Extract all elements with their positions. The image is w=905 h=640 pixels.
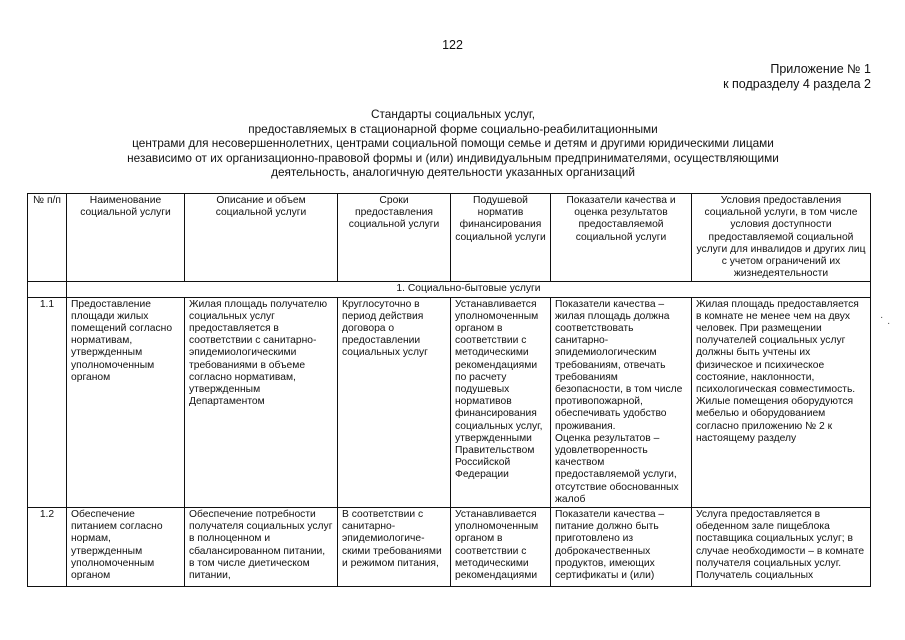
row-funding-norm <box>451 508 551 587</box>
table-row <box>28 297 871 507</box>
row-quality-text: Показатели качества – питание должно быть приготовлено из доброкачественных продуктов, имеющих сертификаты и (или) <box>555 509 665 582</box>
section-title: 1. Социально-бытовые услуги <box>67 282 871 297</box>
table-row <box>28 508 871 587</box>
title-line-3: центрами для несовершеннолетних, центрами социальной помощи семье и детям и другими юридическими лицами <box>132 136 774 150</box>
row-description-text: Обеспечение потребности получателя социальных услуг в полноценном и сбалансированном питании, в том числе диетическом питании, <box>189 509 333 582</box>
header-service-name: Наименование социальной услуги <box>67 194 185 282</box>
title-line-5: деятельность, аналогичную деятельности указанных организаций <box>271 165 635 179</box>
appendix-line-2: к подразделу 4 раздела 2 <box>723 77 871 91</box>
row-description: Жилая площадь получателю социальных услуг предоставляется в соответствии с санитарно-эпидемиологическими требованиями в объеме согласно нормативам, утвержденным Департаментом <box>185 297 338 507</box>
row-num: 1.2 <box>28 508 67 587</box>
row-funding-norm-text: Устанавливается уполномоченным органом в соответствии с методическими рекомендациями <box>455 509 539 582</box>
row-service-name: Предоставление площади жилых помещений согласно нормативам, утвержденным уполномоченным органом <box>67 297 185 507</box>
row-terms-text: В соответствии с санитарно-эпидемиологиче-скими требованиями и режимом питания, <box>342 509 442 569</box>
row-service-name <box>67 508 185 587</box>
header-description: Описание и объем социальной услуги <box>185 194 338 282</box>
standards-table <box>27 193 871 587</box>
title-line-1: Стандарты социальных услуг, <box>370 107 536 121</box>
title-line-2: предоставляемых в стационарной форме социально-реабилитационными <box>248 121 658 136</box>
row-terms <box>338 508 451 587</box>
page-number: 122 <box>442 38 463 52</box>
section-row <box>28 282 871 297</box>
row-description <box>185 508 338 587</box>
scan-speck: · <box>880 312 884 323</box>
header-num: № п/п <box>28 194 67 282</box>
row-terms: Круглосуточно в период действия договора о предоставлении социальных услуг <box>338 297 451 507</box>
table-header-row <box>28 194 871 282</box>
scan-speck: · <box>887 318 891 329</box>
title-line-4: независимо от их организационно-правовой формы и (или) индивидуальным предпринимателями, осуществляющими <box>127 150 779 165</box>
row-quality: Показатели качества – жилая площадь должна соответствовать санитарно-эпидемиологическим требованиям, отвечать требованиям безопасности, в том числе противопожарной, обеспечивать удобство проживания. Оценка результатов – удовлетворенность качеством предоставляемой услуги, отсутствие обоснованных жалоб <box>551 297 692 507</box>
header-conditions: Условия предоставления социальной услуги, в том числе условия доступности предоставляемой социальной услуги для инвалидов и других лиц с учетом ограничений их жизнедеятельности <box>692 194 871 282</box>
row-conditions-text: Услуга предоставляется в обеденном зале пищеблока поставщика социальных услуг; в случае необходимости – в комнате получателя социальных услуг. Получатель социальных <box>696 509 865 582</box>
row-conditions: Жилая площадь предоставляется в комнате не менее чем на двух человек. При размещении получателей социальных услуг должны быть учтены их физическое и психическое состояние, наклонности, психологическая совместимость. Жилые помещения оборудуются мебелью и оборудованием согласно приложению № 2 к настоящему разделу <box>692 297 871 507</box>
row-num: 1.1 <box>28 297 67 507</box>
row-quality <box>551 508 692 587</box>
appendix-line-1: Приложение № 1 <box>770 62 871 76</box>
header-funding-norm: Подушевой норматив финансирования социальной услуги <box>451 194 551 282</box>
row-funding-norm: Устанавливается уполномоченным органом в соответствии с методическими рекомендациями по расчету подушевых нормативов финансирования социальных услуг, утвержденными Правительством Российской Федерации <box>451 297 551 507</box>
header-terms: Сроки предоставления социальной услуги <box>338 194 451 282</box>
section-num-cell <box>28 282 67 297</box>
header-quality: Показатели качества и оценка результатов предоставляемой социальной услуги <box>551 194 692 282</box>
appendix-reference <box>723 62 871 92</box>
row-service-name-text: Обеспечение питанием согласно нормам, утвержденным уполномоченным органом <box>71 509 163 582</box>
document-title <box>0 107 905 180</box>
row-conditions <box>692 508 871 587</box>
